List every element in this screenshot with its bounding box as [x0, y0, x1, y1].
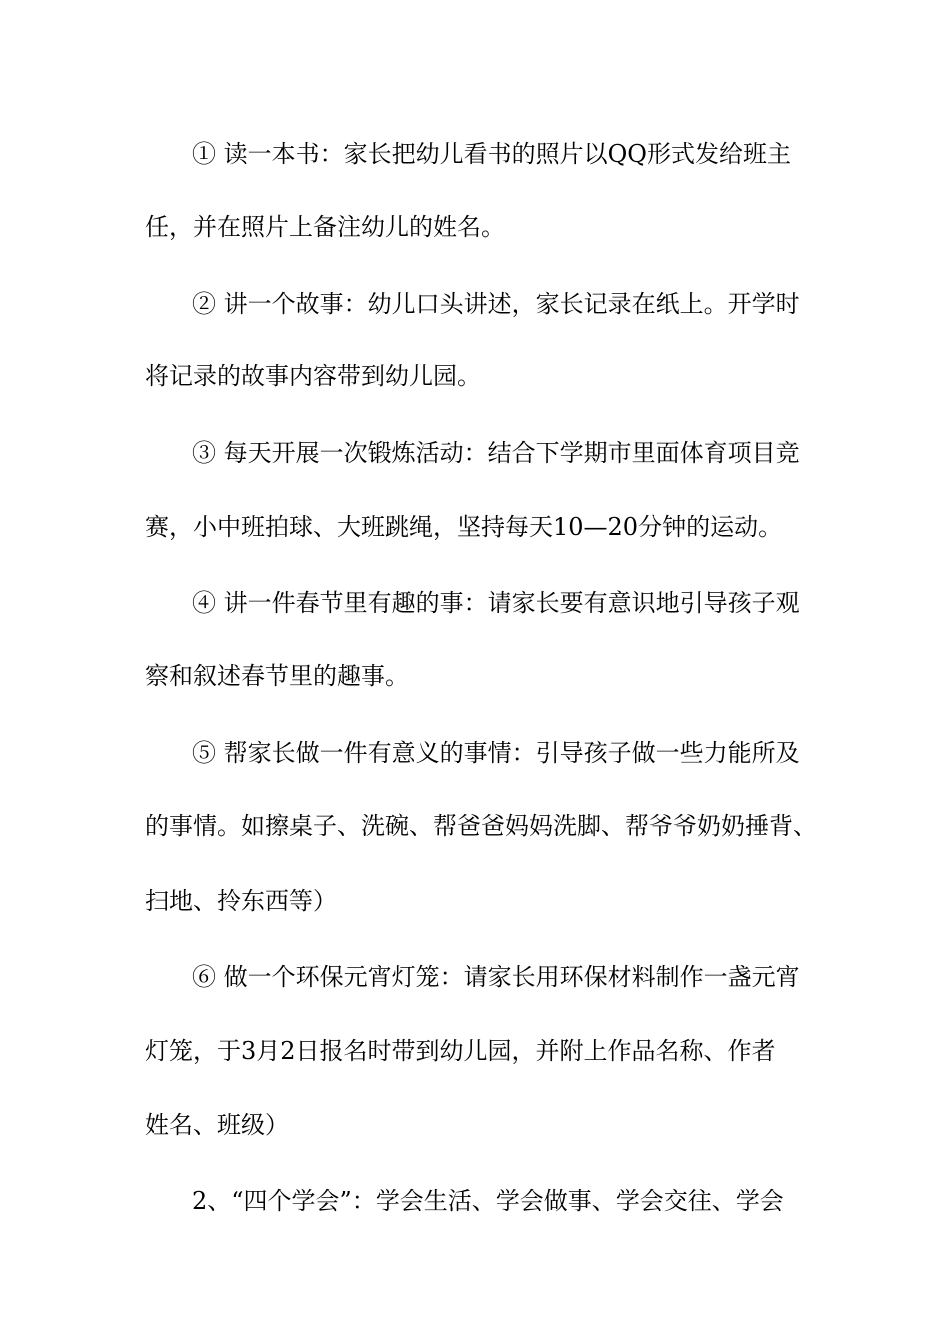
paragraph-line-2: 任，并在照片上备注幼儿的姓名。 — [145, 213, 505, 241]
paragraph-line-14: 姓名、班级） — [145, 1111, 289, 1139]
paragraph-line-4: 将记录的故事内容带到幼儿园。 — [145, 362, 481, 390]
paragraph-line-8: 察和叙述春节里的趣事。 — [145, 662, 409, 690]
paragraph-line-9: ⑤ 帮家长做一件有意义的事情：引导孩子做一些力能所及 — [192, 739, 800, 767]
paragraph-line-5: ③ 每天开展一次锻炼活动：结合下学期市里面体育项目竞 — [192, 439, 800, 467]
paragraph-line-10: 的事情。如擦桌子、洗碗、帮爸爸妈妈洗脚、帮爷爷奶奶捶背、 — [145, 812, 817, 840]
paragraph-line-13: 灯笼，于3月2日报名时带到幼儿园，并附上作品名称、作者 — [145, 1037, 776, 1065]
paragraph-line-11: 扫地、拎东西等） — [145, 887, 337, 915]
paragraph-line-12: ⑥ 做一个环保元宵灯笼：请家长用环保材料制作一盏元宵 — [192, 963, 800, 991]
paragraph-line-7: ④ 讲一件春节里有趣的事：请家长要有意识地引导孩子观 — [192, 589, 800, 617]
paragraph-line-3: ② 讲一个故事：幼儿口头讲述，家长记录在纸上。开学时 — [192, 290, 800, 318]
paragraph-line-6: 赛，小中班拍球、大班跳绳，坚持每天10—20分钟的运动。 — [145, 513, 783, 541]
paragraph-line-1: ① 读一本书：家长把幼儿看书的照片以QQ形式发给班主 — [192, 140, 791, 168]
paragraph-line-15: 2、“四个学会”：学会生活、学会做事、学会交往、学会 — [192, 1187, 784, 1215]
